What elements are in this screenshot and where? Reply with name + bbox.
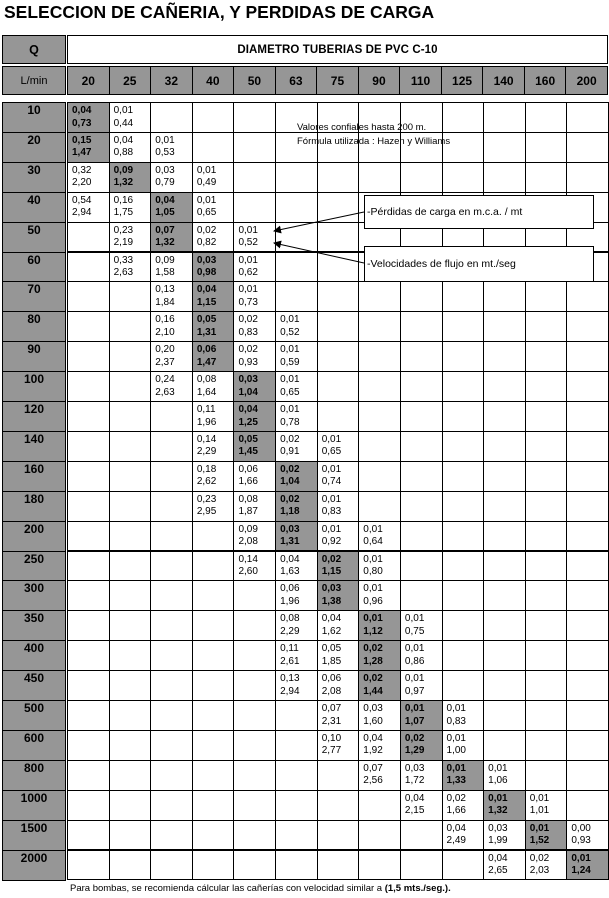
head-loss-value: 0,01 <box>280 344 300 356</box>
velocity-value: 2,61 <box>280 655 300 667</box>
flow-20: 20 <box>2 132 66 163</box>
flow-800: 800 <box>2 760 66 791</box>
velocity-value: 1,29 <box>404 745 425 757</box>
head-loss-value: 0,07 <box>363 762 383 774</box>
velocity-value: 0,86 <box>404 655 425 667</box>
velocity-value: 2,94 <box>72 207 92 219</box>
velocity-value: 1,07 <box>404 715 425 727</box>
velocity-value: 1,38 <box>321 595 342 607</box>
velocity-value: 1,18 <box>280 506 300 518</box>
diameter-32: 32 <box>151 66 193 95</box>
footer-bold: (1,5 mts./seg.). <box>384 883 451 894</box>
velocity-value: 0,98 <box>196 267 217 278</box>
flow-300: 300 <box>2 580 66 611</box>
head-loss-value: 0,02 <box>196 224 217 236</box>
head-loss-value: 0,01 <box>363 583 383 595</box>
velocity-value: 1,32 <box>488 805 508 817</box>
head-loss-value: 0,16 <box>113 194 134 206</box>
flow-350: 350 <box>2 610 66 641</box>
flow-10: 10 <box>2 102 66 133</box>
head-loss-value: 0,02 <box>238 314 258 326</box>
head-loss-value: 0,01 <box>280 374 300 386</box>
flow-450: 450 <box>2 670 66 701</box>
flow-50: 50 <box>2 222 66 253</box>
head-loss-value: 0,00 <box>571 822 591 834</box>
head-loss-value: 0,03 <box>488 822 508 834</box>
head-loss-value: 0,01 <box>446 762 466 774</box>
velocity-value: 0,73 <box>72 117 92 129</box>
flow-60: 60 <box>2 252 66 283</box>
velocity-value: 0,91 <box>280 446 300 458</box>
velocity-value: 1,28 <box>363 655 383 667</box>
head-loss-value: 0,01 <box>238 224 258 236</box>
velocity-value: 1,04 <box>238 386 258 398</box>
head-loss-value: 0,10 <box>321 732 342 744</box>
head-loss-value: 0,11 <box>280 643 299 655</box>
velocity-value: 1,63 <box>280 566 300 577</box>
velocity-value: 2,63 <box>113 267 134 278</box>
diameter-40: 40 <box>193 66 235 95</box>
velocity-value: 1,12 <box>363 625 383 637</box>
velocity-value: 0,83 <box>446 715 466 727</box>
flow-500: 500 <box>2 700 66 731</box>
velocity-value: 1,47 <box>196 356 217 368</box>
head-loss-value: 0,04 <box>280 553 300 565</box>
diameter-90: 90 <box>359 66 401 95</box>
head-loss-value: 0,03 <box>363 703 383 714</box>
velocity-value: 2,62 <box>196 476 217 488</box>
diameter-200: 200 <box>566 66 608 95</box>
velocity-value: 1,64 <box>196 386 217 398</box>
velocity-value: 0,64 <box>363 536 383 548</box>
velocity-value: 1,05 <box>155 207 175 219</box>
velocity-value: 2,65 <box>488 865 508 876</box>
flow-90: 90 <box>2 341 66 372</box>
velocity-value: 0,73 <box>238 296 258 308</box>
head-loss-value: 0,01 <box>446 732 466 744</box>
velocity-value: 1,62 <box>321 625 342 637</box>
velocity-value: 2,20 <box>72 177 92 189</box>
velocity-value: 0,80 <box>363 566 383 577</box>
diameter-75: 75 <box>317 66 359 95</box>
head-loss-value: 0,01 <box>404 673 425 685</box>
diameter-25: 25 <box>110 66 152 95</box>
head-loss-value: 0,02 <box>280 433 300 445</box>
head-loss-value: 0,09 <box>113 164 134 176</box>
flow-200: 200 <box>2 521 66 552</box>
flow-80: 80 <box>2 311 66 342</box>
velocity-value: 0,93 <box>571 835 591 847</box>
velocity-value: 0,74 <box>321 476 342 488</box>
velocity-value: 2,94 <box>280 685 300 697</box>
velocity-value: 1,52 <box>529 835 550 847</box>
velocity-value: 2,60 <box>238 566 258 577</box>
head-loss-value: 0,06 <box>280 583 300 595</box>
head-loss-value: 0,01 <box>529 822 550 834</box>
flow-140: 140 <box>2 431 66 462</box>
head-loss-value: 0,33 <box>113 254 134 266</box>
velocity-value: 1,31 <box>280 536 300 548</box>
velocity-value: 2,63 <box>155 386 175 398</box>
head-loss-value: 0,02 <box>446 792 466 804</box>
footer-note <box>70 883 451 894</box>
losses-arrow <box>274 212 364 231</box>
velocity-value: 0,75 <box>404 625 425 637</box>
velocity-value: 1,00 <box>446 745 466 757</box>
head-loss-value: 0,01 <box>280 404 300 415</box>
velocity-value: 2,37 <box>155 356 175 368</box>
velocity-value: 1,06 <box>488 775 508 787</box>
flow-160: 160 <box>2 461 66 492</box>
head-loss-value: 0,01 <box>363 523 383 535</box>
validity-note-line1: Valores confiales hasta 200 m. <box>297 122 427 133</box>
head-loss-value: 0,01 <box>321 433 342 445</box>
velocity-value: 0,78 <box>280 416 300 428</box>
velocity-annotation-label: -Velocidades de flujo en mt./seg <box>367 258 516 270</box>
velocity-arrow <box>274 243 364 263</box>
velocity-value: 0,65 <box>321 446 342 458</box>
head-loss-value: 0,02 <box>280 463 300 475</box>
losses-annotation-label: -Pérdidas de carga en m.c.a. / mt <box>367 206 523 218</box>
head-loss-value: 0,03 <box>321 583 342 595</box>
head-loss-value: 0,02 <box>363 643 383 655</box>
head-loss-value: 0,01 <box>280 314 300 326</box>
head-loss-value: 0,01 <box>571 852 591 864</box>
flow-600: 600 <box>2 730 66 761</box>
head-loss-value: 0,08 <box>196 374 217 386</box>
head-loss-value: 0,01 <box>363 553 383 565</box>
velocity-value: 1,84 <box>155 296 175 308</box>
head-loss-value: 0,03 <box>196 254 217 266</box>
flow-1000: 1000 <box>2 790 66 821</box>
velocity-value: 2,29 <box>280 625 300 637</box>
velocity-value: 0,97 <box>404 685 425 697</box>
head-loss-value: 0,06 <box>321 673 342 685</box>
diameter-50: 50 <box>234 66 276 95</box>
head-loss-value: 0,01 <box>529 792 550 804</box>
head-loss-value: 0,01 <box>363 613 383 625</box>
head-loss-value: 0,07 <box>155 224 175 236</box>
velocity-value: 0,52 <box>238 237 258 249</box>
velocity-value: 1,92 <box>363 745 383 757</box>
velocity-value: 2,95 <box>196 506 217 518</box>
flow-40: 40 <box>2 192 66 223</box>
diameter-125: 125 <box>442 66 484 95</box>
velocity-value: 1,44 <box>363 685 383 697</box>
velocity-value: 2,19 <box>113 237 134 249</box>
velocity-value: 2,77 <box>321 745 342 757</box>
head-loss-value: 0,05 <box>321 643 342 655</box>
flow-400: 400 <box>2 640 66 671</box>
velocity-value: 2,49 <box>446 835 466 847</box>
head-loss-value: 0,01 <box>113 105 134 116</box>
head-loss-value: 0,24 <box>155 374 175 386</box>
velocity-value: 0,93 <box>238 356 258 368</box>
velocity-value: 1,15 <box>321 566 342 577</box>
head-loss-value: 0,13 <box>280 673 300 685</box>
head-loss-value: 0,54 <box>72 194 92 206</box>
head-loss-value: 0,01 <box>488 792 508 804</box>
head-loss-value: 0,23 <box>196 493 217 505</box>
flow-2000: 2000 <box>2 850 66 881</box>
diameter-20: 20 <box>67 66 110 95</box>
velocity-value: 0,79 <box>155 177 175 189</box>
velocity-value: 1,72 <box>404 775 425 787</box>
head-loss-value: 0,02 <box>321 553 342 565</box>
head-loss-value: 0,04 <box>404 792 425 804</box>
head-loss-value: 0,08 <box>238 493 258 505</box>
diameter-140: 140 <box>483 66 525 95</box>
head-loss-value: 0,01 <box>196 194 217 206</box>
flow-70: 70 <box>2 281 66 312</box>
velocity-value: 0,96 <box>363 595 383 607</box>
head-loss-value: 0,04 <box>488 852 508 864</box>
head-loss-value: 0,07 <box>321 703 342 714</box>
velocity-value: 1,96 <box>196 416 217 428</box>
head-loss-value: 0,14 <box>238 553 258 565</box>
head-loss-value: 0,03 <box>155 164 175 176</box>
footer-text: Para bombas, se recomienda cálcular las cañerías con velocidad similar a <box>70 883 385 894</box>
velocity-value: 2,03 <box>529 865 550 876</box>
velocity-value: 2,08 <box>321 685 342 697</box>
validity-note-line2: Fórmula utilizada : Hazen y Williams <box>297 136 451 147</box>
velocity-value: 1,66 <box>446 805 466 817</box>
head-loss-value: 0,01 <box>155 134 175 146</box>
head-loss-value: 0,11 <box>196 404 216 415</box>
flow-100: 100 <box>2 371 66 402</box>
head-loss-value: 0,01 <box>321 523 342 535</box>
head-loss-value: 0,23 <box>113 224 134 236</box>
flow-250: 250 <box>2 551 66 582</box>
flow-30: 30 <box>2 162 66 193</box>
velocity-value: 0,49 <box>196 177 217 189</box>
velocity-value: 0,82 <box>196 237 217 249</box>
head-loss-value: 0,04 <box>113 134 134 146</box>
diameter-110: 110 <box>400 66 442 95</box>
velocity-value: 1,99 <box>488 835 508 847</box>
flow-180: 180 <box>2 491 66 522</box>
head-loss-value: 0,02 <box>280 493 300 505</box>
velocity-value: 0,53 <box>155 147 175 159</box>
velocity-value: 2,08 <box>238 536 258 548</box>
velocity-value: 1,32 <box>113 177 134 189</box>
head-loss-value: 0,03 <box>404 762 425 774</box>
head-loss-value: 0,14 <box>196 433 217 445</box>
flow-120: 120 <box>2 401 66 432</box>
head-loss-value: 0,06 <box>196 344 217 356</box>
velocity-value: 1,31 <box>196 326 217 338</box>
velocity-value: 1,87 <box>238 506 258 518</box>
head-loss-value: 0,02 <box>363 673 383 685</box>
velocity-value: 2,56 <box>363 775 383 787</box>
head-loss-value: 0,04 <box>196 284 217 296</box>
velocity-value: 0,65 <box>280 386 300 398</box>
head-loss-value: 0,01 <box>446 703 466 714</box>
head-loss-value: 0,01 <box>404 643 425 655</box>
velocity-value: 2,15 <box>404 805 425 817</box>
velocity-value: 1,66 <box>238 476 258 488</box>
head-loss-value: 0,01 <box>238 254 258 266</box>
velocity-value: 1,45 <box>238 446 258 458</box>
head-loss-value: 0,01 <box>321 493 342 505</box>
velocity-value: 1,60 <box>363 715 383 727</box>
flow-unit-label: L/min <box>20 74 48 87</box>
velocity-value: 1,32 <box>155 237 175 249</box>
head-loss-value: 0,01 <box>488 762 508 774</box>
velocity-value: 1,33 <box>446 775 466 787</box>
velocity-value: 1,96 <box>280 595 300 607</box>
diameter-160: 160 <box>525 66 567 95</box>
velocity-value: 1,58 <box>155 267 175 278</box>
head-loss-value: 0,04 <box>446 822 466 834</box>
head-loss-value: 0,04 <box>238 404 258 415</box>
velocity-value: 0,44 <box>113 117 134 129</box>
head-loss-value: 0,32 <box>72 164 92 176</box>
head-loss-value: 0,09 <box>238 523 258 535</box>
head-loss-value: 0,02 <box>404 732 425 744</box>
head-loss-value: 0,16 <box>155 314 175 326</box>
velocity-value: 0,92 <box>321 536 342 548</box>
head-loss-value: 0,02 <box>529 852 550 864</box>
velocity-value: 0,83 <box>321 506 342 518</box>
head-loss-value: 0,01 <box>238 284 258 296</box>
velocity-value: 2,10 <box>155 326 175 338</box>
velocity-value: 2,31 <box>321 715 342 727</box>
velocity-value: 1,85 <box>321 655 342 667</box>
head-loss-value: 0,04 <box>363 732 383 744</box>
head-loss-value: 0,05 <box>238 433 258 445</box>
velocity-value: 0,83 <box>238 326 258 338</box>
head-loss-value: 0,09 <box>155 254 175 266</box>
head-loss-value: 0,02 <box>238 344 258 356</box>
velocity-value: 1,01 <box>529 805 550 817</box>
head-loss-value: 0,04 <box>321 613 342 625</box>
head-loss-value: 0,13 <box>155 284 175 296</box>
velocity-value: 1,15 <box>196 296 217 308</box>
head-loss-value: 0,06 <box>238 463 258 475</box>
velocity-value: 1,24 <box>571 865 591 876</box>
head-loss-value: 0,01 <box>404 703 425 714</box>
velocity-value: 1,25 <box>238 416 258 428</box>
flow-1500: 1500 <box>2 820 66 851</box>
head-loss-value: 0,20 <box>155 344 175 356</box>
velocity-value: 0,62 <box>238 267 258 278</box>
velocity-value: 2,29 <box>196 446 217 458</box>
page-title: SELECCION DE CAÑERIA, Y PERDIDAS DE CARGA <box>4 2 435 22</box>
head-loss-value: 0,04 <box>155 194 175 206</box>
head-loss-value: 0,01 <box>321 463 342 475</box>
flow-header-label: Q <box>29 42 39 57</box>
velocity-value: 0,52 <box>280 326 300 338</box>
head-loss-value: 0,04 <box>72 105 92 116</box>
diameter-63: 63 <box>276 66 318 95</box>
head-loss-value: 0,08 <box>280 613 300 625</box>
head-loss-value: 0,18 <box>196 463 217 475</box>
head-loss-value: 0,01 <box>404 613 425 625</box>
velocity-value: 0,59 <box>280 356 300 368</box>
velocity-value: 0,65 <box>196 207 217 219</box>
head-loss-value: 0,15 <box>72 134 92 146</box>
head-loss-value: 0,05 <box>196 314 217 326</box>
diameter-header-label: DIAMETRO TUBERIAS DE PVC C-10 <box>237 43 438 56</box>
head-loss-value: 0,03 <box>238 374 258 386</box>
velocity-value: 1,75 <box>113 207 134 219</box>
velocity-value: 1,47 <box>72 147 92 159</box>
velocity-value: 1,04 <box>280 476 300 488</box>
velocity-value: 0,88 <box>113 147 134 159</box>
head-loss-value: 0,01 <box>196 164 217 176</box>
head-loss-value: 0,03 <box>280 523 300 535</box>
